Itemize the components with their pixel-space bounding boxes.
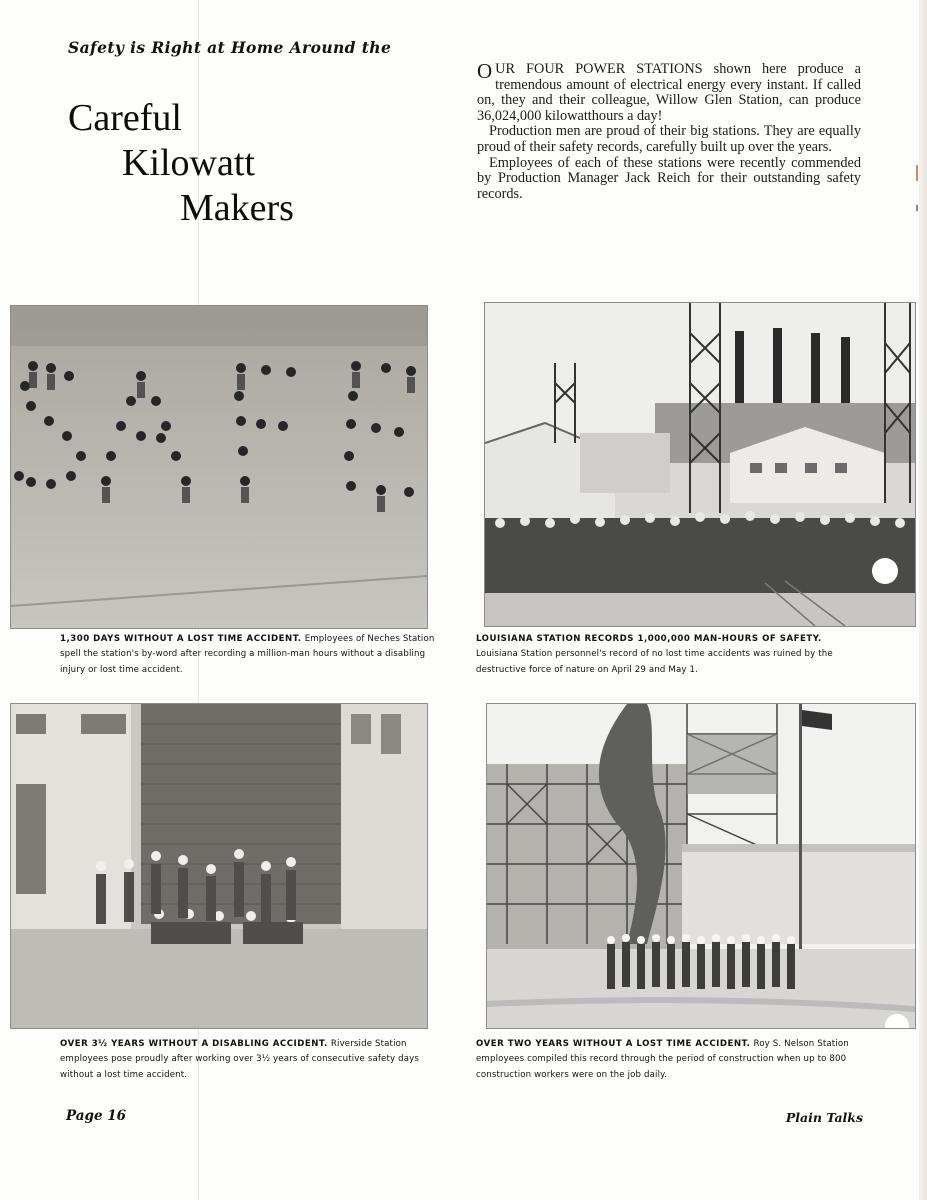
louisiana-photo-caption — [476, 632, 860, 678]
caption-body: Riverside Station employees pose proudly after working over 3½ years of consecutive safety days without a lost time accident. — [60, 1039, 420, 1080]
edge-mark — [916, 205, 918, 211]
caption-body: Employees of Neches Station spell the station's by-word after recording a million-man hours without a disabling injury or lost time accident. — [60, 634, 435, 675]
title-line-1: Careful — [68, 97, 182, 139]
page-edge — [919, 0, 927, 1200]
drop-cap: O — [477, 59, 493, 83]
title-line-2: Kilowatt — [122, 142, 255, 184]
intro-text — [477, 59, 861, 202]
publication-name: Plain Talks — [785, 1110, 863, 1125]
intro-paragraph: Production men are proud of their big stations. They are equally proud of their safety records, carefully built up over the years. — [477, 123, 861, 155]
title-line-3: Makers — [180, 187, 294, 229]
article-title — [68, 96, 328, 231]
caption-body: Roy S. Nelson Station employees compiled this record through the period of construction when up to 800 construction workers were on the job daily. — [476, 1039, 849, 1080]
caption-heading: OVER 3½ YEARS WITHOUT A DISABLING ACCIDENT. — [60, 1039, 328, 1049]
caption-body: Louisiana Station personnel's record of no lost time accidents was ruined by the destructive force of nature on April 29 and May 1. — [476, 649, 833, 675]
article-kicker: Safety is Right at Home Around the — [68, 38, 392, 57]
roy-s-nelson-station-photo — [486, 703, 916, 1029]
intro-paragraph: Employees of each of these stations were recently commended by Production Manager Jack Reich for their outstanding safety records. — [477, 154, 861, 202]
nelson-photo-caption — [476, 1037, 866, 1083]
neches-photo-caption — [60, 632, 442, 678]
caption-heading: LOUISIANA STATION RECORDS 1,000,000 MAN-HOURS OF SAFETY. — [476, 634, 822, 644]
riverside-photo-caption — [60, 1037, 440, 1083]
edge-mark — [916, 165, 918, 181]
intro-paragraph: O UR FOUR POWER STATIONS shown here produce a tremendous amount of electrical energy every instant. If called on, they and their colleague, Willow Glen Station, can produce 36,024,000 kilowatthours a day! — [477, 59, 861, 124]
louisiana-station-photo — [484, 302, 916, 627]
caption-heading: OVER TWO YEARS WITHOUT A LOST TIME ACCIDENT. — [476, 1039, 751, 1049]
page-number: Page 16 — [66, 1108, 127, 1124]
neches-station-photo — [10, 305, 428, 629]
caption-heading: 1,300 DAYS WITHOUT A LOST TIME ACCIDENT. — [60, 634, 302, 644]
riverside-station-photo — [10, 703, 428, 1029]
